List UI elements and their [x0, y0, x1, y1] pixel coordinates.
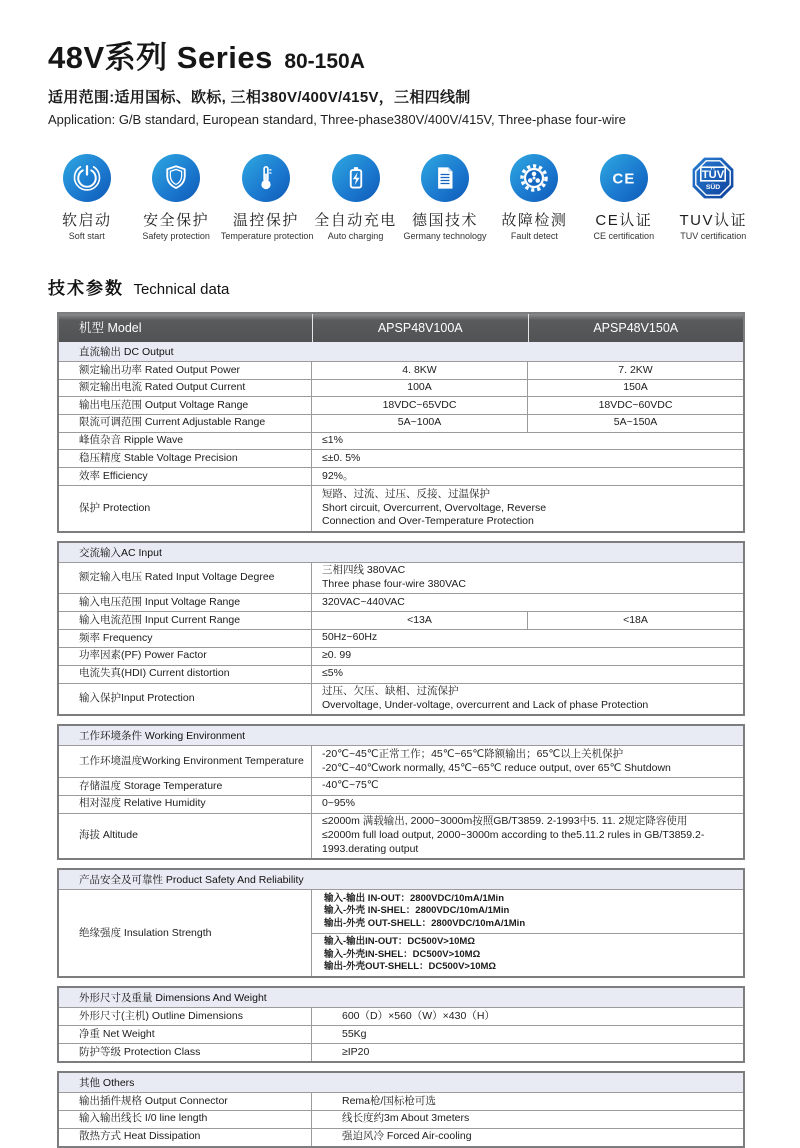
feature-label-en: Temperature protection — [220, 231, 314, 241]
row-value: 三相四线 380VAC Three phase four-wire 380VAC — [322, 564, 466, 591]
row-value: 线长度约3m About 3meters — [342, 1112, 470, 1125]
model-header-row — [59, 314, 743, 342]
row-label: 电流失真(HDI) Current distortion — [59, 666, 312, 683]
spec-table-dc-output — [57, 312, 745, 533]
row-label: 海拔 Altitude — [59, 814, 312, 859]
row-value: 600（D）×560（W）×430（H） — [342, 1009, 495, 1022]
feature-label-zh: CE认证 — [595, 212, 653, 229]
application-line-zh: 适用范围:适用国标、欧标, 三相380V/400V/415V，三相四线制 — [48, 89, 471, 106]
row-label: 相对湿度 Relative Humidity — [59, 796, 312, 813]
feature-item — [311, 154, 400, 241]
feature-label-en: Germany technology — [403, 231, 487, 241]
value-cell: 18VDC~60VDC — [527, 397, 743, 414]
shield-icon — [152, 154, 200, 202]
feature-label-zh: 德国技术 — [411, 212, 478, 229]
value-cell: 5A~100A — [397, 416, 442, 429]
model-column-label: 机型 Model — [79, 321, 142, 335]
value-cell: 5A~150A — [527, 415, 743, 432]
row-label: 输入电压范围 Input Voltage Range — [59, 594, 312, 611]
datasheet-page — [0, 40, 800, 1143]
table-row — [59, 594, 743, 612]
row-label: 额定输出电流 Rated Output Current — [59, 380, 312, 397]
gear-icon — [510, 154, 558, 202]
section-header-row: 工作环境条件 Working Environment — [59, 726, 743, 746]
value-cell: 4. 8KW — [402, 363, 437, 376]
row-value — [312, 890, 743, 976]
table-row — [59, 1044, 743, 1061]
power-icon — [63, 154, 111, 202]
svg-text:CE: CE — [612, 171, 636, 188]
ce-mark-icon — [600, 154, 648, 202]
row-value: ≤±0. 5% — [322, 451, 361, 464]
row-value: ≥IP20 — [342, 1045, 370, 1058]
row-label: 频率 Frequency — [59, 630, 312, 647]
svg-text:TÜV: TÜV — [702, 169, 725, 181]
model-name: APSP48V150A — [528, 314, 744, 342]
row-label: 外形尺寸(主机) Outline Dimensions — [59, 1008, 312, 1025]
feature-label-en: Auto charging — [327, 231, 384, 241]
value-cell: <13A — [407, 613, 432, 626]
tuv-badge-icon — [689, 154, 737, 202]
document-icon — [421, 154, 469, 202]
table-row — [59, 778, 743, 796]
row-label: 输出插件规格 Output Connector — [59, 1093, 312, 1110]
table-row — [59, 648, 743, 666]
feature-item — [131, 154, 220, 241]
row-value: ≤2000m 满载输出, 2000~3000m按照GB/T3859. 2-1993中5. 11. 2规定降容使用 ≤2000m full load output, 2000~3000m according to the5.11.2 rules in GB/T3859.2- 1993.derating output — [322, 815, 705, 855]
table-row — [59, 1129, 743, 1146]
table-row — [59, 814, 743, 859]
feature-label-zh: 全自动充电 — [314, 212, 397, 229]
table-row — [59, 1026, 743, 1044]
row-value: -40℃~75℃ — [322, 779, 379, 792]
feature-label-zh: 故障检测 — [501, 212, 568, 229]
row-label: 输入保护Input Protection — [59, 684, 312, 715]
model-name: APSP48V100A — [312, 314, 528, 342]
row-label: 输入输出线长 I/0 line length — [59, 1111, 312, 1128]
feature-item — [490, 154, 579, 241]
table-row — [59, 612, 743, 630]
table-row — [59, 450, 743, 468]
feature-label-en: Soft start — [68, 231, 105, 241]
thermometer-icon — [242, 154, 290, 202]
svg-text:SÜD: SÜD — [706, 184, 721, 192]
spec-table-others — [57, 1071, 745, 1148]
table-row — [59, 362, 743, 380]
technical-data-heading — [48, 274, 800, 299]
spec-table-working-environment — [57, 724, 745, 860]
row-value — [312, 612, 743, 629]
row-label: 防护等级 Protection Class — [59, 1044, 312, 1061]
value-cell: 7. 2KW — [527, 362, 743, 379]
table-row — [59, 666, 743, 684]
battery-charging-icon — [332, 154, 380, 202]
table-row — [59, 746, 743, 778]
row-label: 限流可调范围 Current Adjustable Range — [59, 415, 312, 432]
row-value: 92%。 — [322, 469, 354, 482]
row-label: 输入电流范围 Input Current Range — [59, 612, 312, 629]
feature-item — [579, 154, 668, 241]
feature-icon-row — [42, 154, 758, 241]
row-value: Rema枪/国标枪可选 — [342, 1094, 436, 1107]
row-value: ≤5% — [322, 667, 343, 680]
row-label: 额定输入电压 Rated Input Voltage Degree — [59, 563, 312, 594]
row-label: 散热方式 Heat Dissipation — [59, 1129, 312, 1146]
row-value: 55Kg — [342, 1027, 367, 1040]
table-row — [59, 380, 743, 398]
table-row — [59, 1093, 743, 1111]
value-cell: <18A — [527, 612, 743, 629]
section-header-row: 其他 Others — [59, 1073, 743, 1093]
value-group: 输入-输出IN-OUT：DC500V>10MΩ 输入-外壳IN-SHEL：DC500V>10MΩ 输出-外壳OUT-SHELL：DC500V>10MΩ — [312, 933, 743, 977]
feature-item — [400, 154, 489, 241]
row-label: 额定输出功率 Rated Output Power — [59, 362, 312, 379]
feature-label-zh: 温控保护 — [232, 212, 299, 229]
table-row — [59, 796, 743, 814]
table-row — [59, 1111, 743, 1129]
value-group: 输入-输出 IN-OUT：2800VDC/10mA/1Min 输入-外壳 IN-SHEL：2800VDC/10mA/1Min 输出-外壳 OUT-SHELL：2800VDC/10mA/1Min — [324, 892, 526, 929]
row-label: 峰值杂音 Ripple Wave — [59, 433, 312, 450]
section-header-row: 产品安全及可靠性 Product Safety And Reliability — [59, 870, 743, 890]
technical-data-heading-en: Technical data — [133, 281, 230, 298]
row-label: 存储温度 Storage Temperature — [59, 778, 312, 795]
row-value: 0~95% — [322, 797, 355, 810]
row-label: 功率因素(PF) Power Factor — [59, 648, 312, 665]
row-value: ≥0. 99 — [322, 649, 352, 662]
page-title-range: 80-150A — [284, 50, 365, 73]
row-label: 净重 Net Weight — [59, 1026, 312, 1043]
page-title-main: 48V系列 Series — [48, 40, 273, 75]
value-cell: 18VDC~65VDC — [382, 398, 457, 411]
section-header-row: 直流输出 DC Output — [59, 342, 743, 362]
feature-item — [42, 154, 131, 241]
feature-label-en: CE certification — [593, 231, 655, 241]
row-value: 50Hz~60Hz — [322, 631, 378, 644]
technical-data-heading-zh: 技术参数 — [48, 279, 124, 298]
row-value: -20℃~45℃正常工作；45℃~65℃降额输出；65℃以上关机保护 -20℃~40℃work normally, 45℃~65℃ reduce output, over 65℃ Shutdown — [322, 747, 671, 774]
row-value: 320VAC~440VAC — [322, 595, 405, 608]
table-row — [59, 1008, 743, 1026]
row-label: 绝缘强度 Insulation Strength — [59, 890, 312, 976]
row-value: ≤1% — [322, 434, 343, 447]
table-row — [59, 890, 743, 976]
section-header-row: 外形尺寸及重量 Dimensions And Weight — [59, 988, 743, 1008]
row-label: 工作环境温度Working Environment Temperature — [59, 746, 312, 777]
row-value — [312, 362, 743, 379]
spec-tables — [57, 312, 745, 1148]
table-row — [59, 433, 743, 451]
table-row — [59, 468, 743, 486]
row-value — [312, 380, 743, 397]
row-label: 输出电压范围 Output Voltage Range — [59, 397, 312, 414]
feature-label-en: TUV certification — [680, 231, 747, 241]
table-row — [59, 486, 743, 531]
spec-table-dimensions — [57, 986, 745, 1063]
table-row — [59, 684, 743, 715]
table-row — [59, 415, 743, 433]
table-row — [59, 630, 743, 648]
value-cell: 100A — [407, 381, 432, 394]
row-label: 稳压精度 Stable Voltage Precision — [59, 450, 312, 467]
feature-label-zh: TUV认证 — [679, 212, 747, 229]
table-row — [59, 397, 743, 415]
feature-item — [669, 154, 758, 241]
feature-item — [220, 154, 314, 241]
spec-table-product-safety — [57, 868, 745, 978]
section-header-row: 交流输入AC Input — [59, 543, 743, 563]
row-value — [312, 415, 743, 432]
spec-table-ac-input — [57, 541, 745, 717]
row-value: 过压、欠压、缺相、过流保护 Overvoltage, Under-voltage, overcurrent and Lack of phase Protection — [322, 685, 649, 711]
feature-label-zh: 安全保护 — [143, 212, 210, 229]
row-label: 效率 Efficiency — [59, 468, 312, 485]
application-line-en: Application: G/B standard, European standard, Three-phase380V/400V/415V, Three-phase four-wire — [48, 112, 626, 127]
value-cell: 150A — [527, 380, 743, 397]
feature-label-zh: 软启动 — [61, 212, 112, 229]
page-title — [48, 42, 800, 73]
row-value: 短路、过流、过压、反接、过温保护 Short circuit, Overcurrent, Overvoltage, Reverse Connection and Over-Temperature Protection — [322, 487, 547, 528]
row-value: 强迫风冷 Forced Air-cooling — [342, 1130, 472, 1143]
feature-label-en: Fault detect — [510, 231, 558, 241]
feature-label-en: Safety protection — [142, 231, 210, 241]
table-row — [59, 563, 743, 595]
row-label: 保护 Protection — [59, 486, 312, 531]
row-value — [312, 397, 743, 414]
